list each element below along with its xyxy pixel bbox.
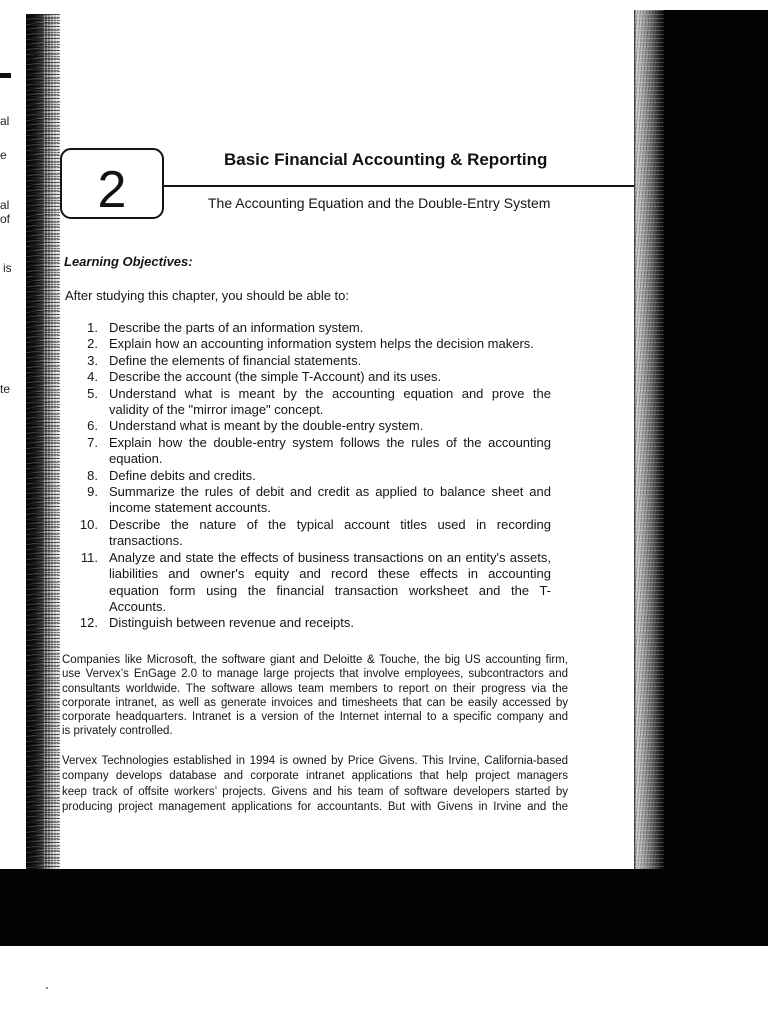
adjacent-page-text: is [3, 261, 12, 275]
objective-text-line: Explain how the double-entry system follows the rules of the accounting [109, 434, 551, 450]
learning-objectives-list [70, 320, 556, 632]
paragraph-line: consultants worldwide. The software allows team members to report on their progress via the [62, 682, 568, 695]
adjacent-page-text: al [0, 198, 10, 212]
objective-item [70, 353, 556, 369]
objective-text-line: liabilities and owner's equity and record these effects in accounting [109, 566, 551, 582]
paragraph-line: corporate headquarters. Intranet is a version of the Internet internal to a specific company and [62, 711, 568, 724]
objective-number: 4. [87, 369, 98, 385]
objective-text-line: Define the elements of financial statements. [109, 352, 362, 368]
adjacent-page-edge [0, 0, 26, 870]
objective-number: 8. [87, 467, 98, 483]
paragraph-line: use Vervex’s EnGage 2.0 to manage large projects that involve employees, subcontractors and [62, 668, 568, 681]
scan-mark [0, 73, 11, 78]
paragraph-line: company develops database and corporate intranet applications that help project managers [62, 770, 568, 783]
paragraph-line: corporate intranet, as well as generate invoices and timesheets that can be easily accessed by [62, 696, 568, 709]
objective-item [70, 336, 556, 352]
objective-number: 10. [79, 516, 98, 532]
objective-text-line: Describe the parts of an information system. [109, 320, 364, 335]
objective-text-line: transactions. [109, 533, 183, 549]
learning-objectives-intro: After studying this chapter, you should be able to: [65, 288, 350, 303]
objective-number: 6. [87, 418, 98, 434]
objective-number: 1. [87, 320, 98, 335]
adjacent-page-text: e [0, 148, 7, 162]
objective-text-line: equation form using the financial transaction worksheet and the T- [109, 582, 551, 598]
objective-number: 3. [87, 352, 98, 368]
objective-item [70, 615, 556, 631]
objective-number: 11. [80, 549, 98, 565]
objective-number: 12. [79, 615, 98, 631]
objective-text-line: validity of the "mirror image" concept. [109, 402, 324, 418]
objective-item [70, 418, 556, 434]
objective-text-line: Distinguish between revenue and receipts. [109, 615, 354, 631]
body-paragraph [62, 754, 568, 815]
scan-speck [46, 987, 48, 989]
paragraph-line: Vervex Technologies established in 1994 is owned by Price Givens. This Irvine, California-based [62, 755, 568, 767]
paragraph-line: is privately controlled. [62, 725, 173, 738]
objective-text-line: Understand what is meant by the accounting equation and prove the [109, 385, 551, 401]
objective-number: 9. [87, 484, 98, 500]
objective-text-line: Describe the account (the simple T-Account) and its uses. [109, 369, 442, 385]
objective-text-line: Summarize the rules of debit and credit as applied to balance sheet and [109, 484, 551, 500]
objective-text-line: Explain how an accounting information system helps the decision makers. [109, 336, 534, 352]
adjacent-page-text: of [0, 212, 11, 226]
adjacent-page-text: al [0, 114, 10, 128]
chapter-header-rule [162, 185, 636, 187]
chapter-number: 2 [97, 161, 127, 219]
binding-gutter-edge [44, 14, 59, 872]
objective-text-line: Understand what is meant by the double-entry system. [109, 418, 424, 434]
objective-text-line: Accounts. [109, 598, 167, 614]
scan-page-edge-right [634, 10, 664, 871]
objective-item [70, 468, 556, 484]
objective-text-line: Analyze and state the effects of business transactions on an entity's assets, [109, 549, 551, 565]
objective-text-line: equation. [109, 451, 163, 467]
chapter-subtitle: The Accounting Equation and the Double-Entry System [208, 195, 551, 211]
adjacent-page-text: te [0, 382, 11, 396]
objective-item [70, 435, 556, 468]
objective-item [70, 386, 556, 419]
paragraph-line: Companies like Microsoft, the software giant and Deloitte & Touche, the big US accounting firm, [62, 654, 568, 666]
paragraph-line: producing project management applications for accountants. But with Givens in Irvine and the [62, 800, 568, 813]
learning-objectives-heading: Learning Objectives: [64, 254, 193, 269]
objective-item [70, 320, 556, 336]
objective-item [70, 369, 556, 385]
chapter-title: Basic Financial Accounting & Reporting [224, 150, 548, 169]
scan-border-bottom [0, 869, 768, 946]
paragraph-line: keep track of offsite workers’ projects. Givens and his team of software developers started by [62, 785, 568, 798]
objective-number: 7. [87, 434, 98, 450]
objective-number: 2. [87, 336, 98, 352]
objective-text-line: Define debits and credits. [109, 467, 256, 483]
objective-text-line: Describe the nature of the typical account titles used in recording [109, 516, 551, 532]
objective-item [70, 484, 556, 517]
objective-item [70, 550, 556, 616]
body-paragraph [62, 653, 568, 739]
objective-item [70, 517, 556, 550]
objective-text-line: income statement accounts. [109, 500, 271, 516]
objective-number: 5. [87, 385, 98, 401]
